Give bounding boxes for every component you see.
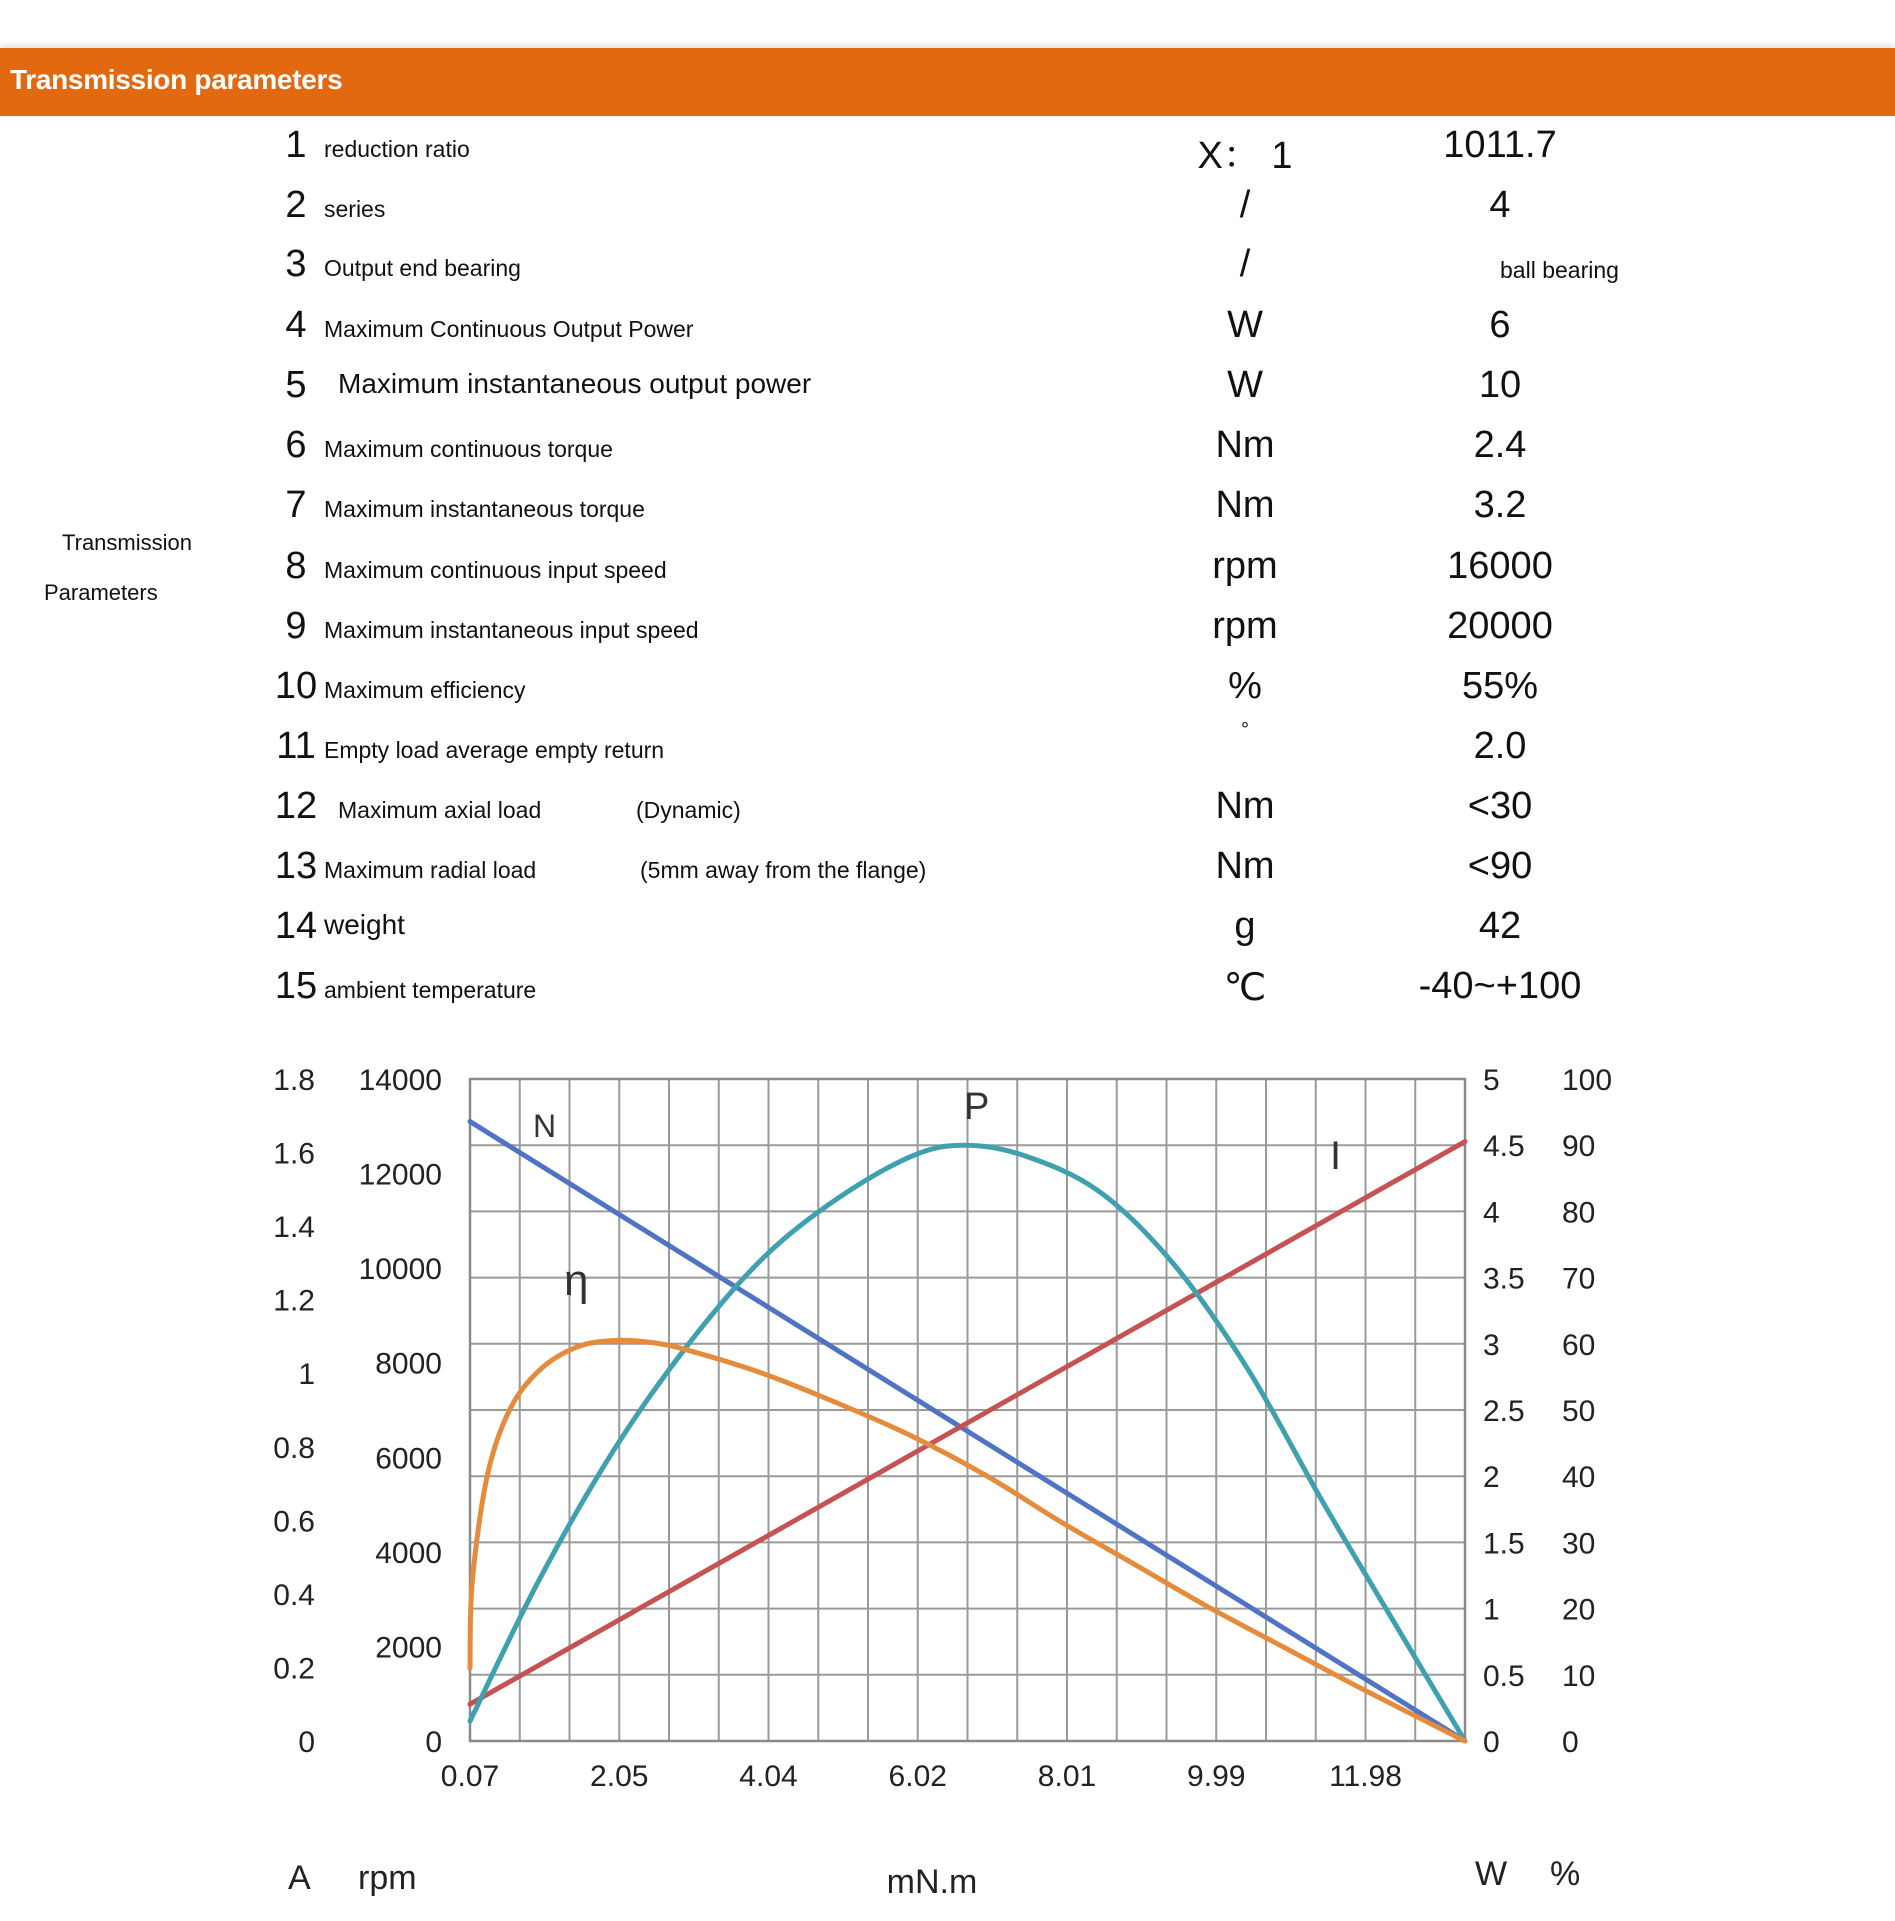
param-value: 2.4 — [1473, 424, 1527, 466]
param-unit: g — [1234, 905, 1256, 947]
param-unit: Nm — [1215, 424, 1275, 466]
param-value: 3.2 — [1473, 484, 1527, 526]
header-banner — [0, 48, 1895, 116]
param-unit: Nm — [1215, 785, 1275, 827]
param-unit: X： 1 — [1197, 135, 1293, 177]
tick-label-current: 1.4 — [273, 1211, 315, 1245]
tick-label-efficiency: 80 — [1562, 1196, 1596, 1230]
tick-label-current: 1.8 — [273, 1064, 315, 1097]
param-number: 9 — [285, 605, 307, 647]
series-label: N — [533, 1108, 557, 1144]
param-value: <30 — [1467, 785, 1533, 827]
axis-label-current: A — [288, 1859, 311, 1897]
tick-label-power: 5 — [1483, 1064, 1500, 1097]
param-number: 14 — [274, 905, 318, 947]
param-name: Maximum instantaneous output power — [338, 368, 812, 399]
param-row — [0, 304, 1895, 364]
param-row — [0, 719, 1895, 785]
side-label-line2: Parameters — [44, 580, 158, 605]
param-row — [0, 545, 1895, 605]
param-value: 10 — [1478, 364, 1522, 406]
param-name: Maximum Continuous Output Power — [324, 316, 694, 342]
tick-label-speed: 10000 — [358, 1253, 442, 1287]
tick-label-power: 2 — [1483, 1461, 1500, 1495]
param-name: reduction ratio — [324, 136, 470, 162]
param-row — [0, 243, 1895, 303]
tick-label-current: 1.6 — [273, 1137, 315, 1171]
param-unit: / — [1239, 184, 1251, 226]
param-unit: Nm — [1215, 484, 1275, 526]
tick-label-power: 4 — [1483, 1196, 1500, 1230]
param-number: 2 — [285, 184, 307, 226]
tick-label-efficiency: 0 — [1562, 1726, 1579, 1759]
side-label-line1: Transmission — [62, 530, 192, 555]
tick-label-power: 1.5 — [1483, 1527, 1525, 1561]
tick-label-efficiency: 60 — [1562, 1328, 1596, 1362]
param-row — [0, 124, 1895, 184]
param-row — [0, 665, 1895, 725]
param-name: Maximum instantaneous torque — [324, 496, 645, 522]
param-unit: ° — [1241, 719, 1249, 741]
tick-label-current: 0.2 — [273, 1652, 315, 1686]
tick-label-x: 4.04 — [739, 1760, 798, 1793]
tick-label-power: 0 — [1483, 1726, 1500, 1759]
tick-label-efficiency: 100 — [1562, 1064, 1613, 1097]
tick-label-current: 0.8 — [273, 1431, 315, 1465]
tick-label-efficiency: 20 — [1562, 1593, 1596, 1627]
param-value: 2.0 — [1473, 725, 1527, 767]
tick-label-efficiency: 50 — [1562, 1395, 1596, 1428]
tick-label-speed: 14000 — [358, 1064, 442, 1097]
param-row — [0, 484, 1895, 544]
param-number: 15 — [274, 965, 318, 1007]
tick-label-current: 0.6 — [273, 1505, 315, 1539]
tick-label-efficiency: 30 — [1562, 1527, 1596, 1561]
param-number: 13 — [274, 845, 318, 887]
param-row — [0, 424, 1895, 484]
axis-label-torque: mN.m — [886, 1863, 978, 1901]
tick-label-efficiency: 10 — [1562, 1659, 1596, 1693]
param-value: 42 — [1478, 905, 1522, 947]
tick-label-power: 2.5 — [1483, 1395, 1525, 1428]
tick-label-current: 0 — [298, 1726, 315, 1759]
series-label: P — [964, 1086, 990, 1128]
tick-label-current: 0.4 — [273, 1578, 315, 1612]
param-row — [0, 184, 1895, 244]
param-name: Maximum instantaneous input speed — [324, 617, 699, 643]
param-number: 7 — [285, 484, 307, 526]
tick-label-power: 1 — [1483, 1593, 1500, 1627]
param-unit: Nm — [1215, 845, 1275, 887]
param-value: ball bearing — [1500, 257, 1619, 283]
param-name: ambient temperature — [324, 977, 537, 1003]
param-row — [0, 364, 1895, 424]
param-number: 11 — [276, 725, 316, 767]
param-unit: W — [1227, 304, 1263, 346]
param-name: Maximum efficiency — [324, 677, 526, 703]
param-name: Maximum radial load — [324, 857, 537, 883]
param-name: Maximum axial load — [338, 797, 542, 823]
tick-label-speed: 12000 — [358, 1158, 442, 1192]
param-name: Empty load average empty return — [324, 737, 665, 763]
tick-label-efficiency: 40 — [1562, 1461, 1596, 1495]
param-value: 6 — [1489, 304, 1511, 346]
param-number: 3 — [285, 243, 307, 285]
param-number: 8 — [285, 545, 307, 587]
tick-label-power: 4.5 — [1483, 1130, 1525, 1164]
series-label: η — [564, 1256, 589, 1305]
param-value: 1011.7 — [1443, 124, 1557, 166]
param-name: weight — [324, 909, 405, 940]
tick-label-efficiency: 70 — [1562, 1262, 1596, 1296]
tick-label-power: 3.5 — [1483, 1262, 1525, 1296]
tick-label-speed: 2000 — [375, 1631, 442, 1665]
tick-label-x: 8.01 — [1037, 1760, 1097, 1793]
param-unit: rpm — [1212, 605, 1278, 647]
tick-label-speed: 4000 — [375, 1536, 442, 1570]
param-unit: % — [1228, 665, 1262, 707]
axis-label-power: W — [1475, 1855, 1508, 1893]
tick-label-x: 2.05 — [590, 1760, 649, 1793]
param-number: 1 — [285, 124, 307, 166]
header-title: Transmission parameters — [10, 64, 343, 95]
tick-label-x: 6.02 — [888, 1760, 947, 1793]
param-number: 4 — [285, 304, 307, 346]
tick-label-current: 1.2 — [273, 1284, 315, 1318]
param-number: 12 — [274, 785, 318, 827]
tick-label-current: 1 — [298, 1358, 315, 1392]
param-value: 4 — [1489, 184, 1511, 226]
tick-label-speed: 0 — [425, 1726, 442, 1759]
param-value: 16000 — [1447, 545, 1553, 587]
tick-label-power: 3 — [1483, 1328, 1500, 1362]
param-unit: rpm — [1212, 545, 1278, 587]
param-row — [0, 785, 1895, 845]
param-number: 6 — [285, 424, 307, 466]
axis-label-efficiency: % — [1550, 1855, 1581, 1893]
param-row — [0, 605, 1895, 665]
param-value: 20000 — [1447, 605, 1553, 647]
tick-label-speed: 6000 — [375, 1442, 442, 1476]
param-unit: ℃ — [1223, 967, 1267, 1009]
param-name: Maximum continuous torque — [324, 436, 613, 462]
tick-label-efficiency: 90 — [1562, 1130, 1596, 1164]
axis-label-speed: rpm — [358, 1859, 417, 1897]
tick-label-x: 9.99 — [1187, 1760, 1246, 1793]
param-value: 55% — [1461, 665, 1539, 707]
param-name: Output end bearing — [324, 255, 521, 281]
series-label: I — [1330, 1134, 1342, 1178]
performance-chart — [0, 921, 1895, 1921]
param-note: (Dynamic) — [636, 797, 741, 823]
tick-label-power: 0.5 — [1483, 1659, 1525, 1693]
param-number: 5 — [285, 364, 307, 406]
param-name: Maximum continuous input speed — [324, 557, 667, 583]
param-unit: W — [1227, 364, 1263, 406]
param-value: -40~+100 — [1418, 965, 1582, 1007]
tick-label-x: 0.07 — [440, 1760, 500, 1793]
param-note: (5mm away from the flange) — [640, 857, 927, 883]
param-value: <90 — [1467, 845, 1533, 887]
tick-label-speed: 8000 — [375, 1347, 442, 1381]
tick-label-x: 11.98 — [1329, 1760, 1402, 1793]
param-number: 10 — [274, 665, 318, 707]
param-name: series — [324, 196, 386, 222]
param-row — [0, 845, 1895, 905]
param-unit: / — [1239, 243, 1251, 285]
